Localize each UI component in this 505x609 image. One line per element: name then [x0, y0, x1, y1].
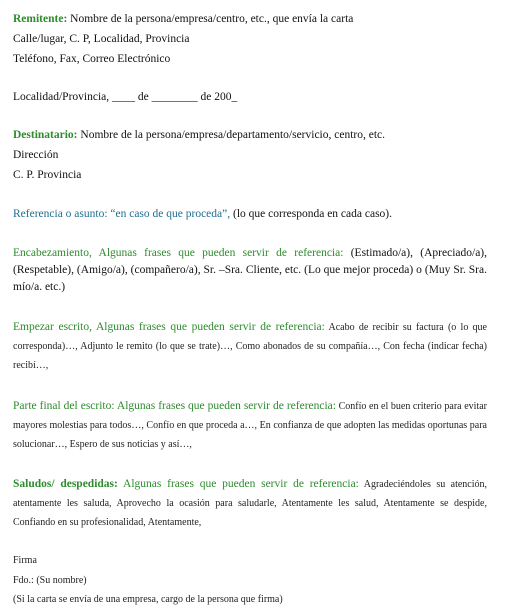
fecha-line: Localidad/Provincia, ____ de ________ de 200_: [13, 91, 238, 103]
saludos-label-bold: Saludos/ despedidas:: [13, 478, 118, 490]
letter-template: [13, 9, 487, 609]
remitente-address: Calle/lugar, C. P, Localidad, Provincia: [13, 33, 190, 45]
saludos-paragraph: [13, 475, 487, 532]
firma-cargo: (Si la carta se envía de una empresa, cargo de la persona que firma): [13, 594, 283, 605]
destinatario-label: Destinatario:: [13, 129, 78, 141]
saludos-text: Agradeciéndoles su atención, atentamente les saluda, Aprovecho la ocasión para saludarle, Atentamente les salud, Atentamente se despide, Confiando en su profesionalidad, Atentamente,: [13, 479, 488, 528]
remitente-label: Remitente:: [13, 13, 68, 25]
remitente-text: Nombre de la persona/empresa/centro, etc., que envía la carta: [67, 13, 354, 25]
encabezamiento-label: Encabezamiento, Algunas frases que pueden servir de referencia:: [13, 247, 344, 259]
encabezamiento-paragraph: [13, 245, 487, 296]
empezar-paragraph: [13, 318, 487, 375]
encabezamiento-text: (Estimado/a), (Apreciado/a), (Respetable), (Amigo/a), (compañero/a), Sr. –Sra. Cliente, etc. (Lo que mejor proceda) o (Muy Sr. Sra. mío/a. etc.): [13, 247, 488, 293]
parte-final-label: Parte final del escrito: Algunas frases que pueden servir de referencia:: [13, 400, 336, 412]
remitente-line: [13, 9, 487, 29]
remitente-contact: Teléfono, Fax, Correo Electrónico: [13, 53, 171, 65]
destinatario-line: [13, 125, 487, 145]
destinatario-postal: C. P. Provincia: [13, 169, 82, 181]
parte-final-paragraph: [13, 397, 487, 454]
referencia-label: Referencia o asunto: “en caso de que proceda”,: [13, 208, 231, 220]
firma-line: Firma: [13, 555, 37, 566]
referencia-text: (lo que corresponda en cada caso).: [230, 208, 393, 220]
referencia-line: [13, 204, 487, 224]
empezar-text: Acabo de recibir su factura (o lo que corresponda)…, Adjunto le remito (lo que se trate)…, Como abonados de su compañía…, Con fecha (indicar fecha) recibí…,: [13, 322, 487, 371]
firma-name: Fdo.: (Su nombre): [13, 574, 87, 586]
destinatario-address: Dirección: [13, 149, 59, 161]
empezar-label: Empezar escrito, Algunas frases que pueden servir de referencia:: [13, 321, 325, 333]
destinatario-text: Nombre de la persona/empresa/departamento/servicio, centro, etc.: [77, 129, 386, 141]
parte-final-text: Confío en el buen criterio para evitar mayores molestias para todos…, Confío en que proceda a…, En confianza de que adopten las medidas oportunas para solucionar…, Espero de sus noticias y así…,: [13, 401, 487, 450]
saludos-label: Algunas frases que pueden servir de referencia:: [117, 478, 359, 490]
